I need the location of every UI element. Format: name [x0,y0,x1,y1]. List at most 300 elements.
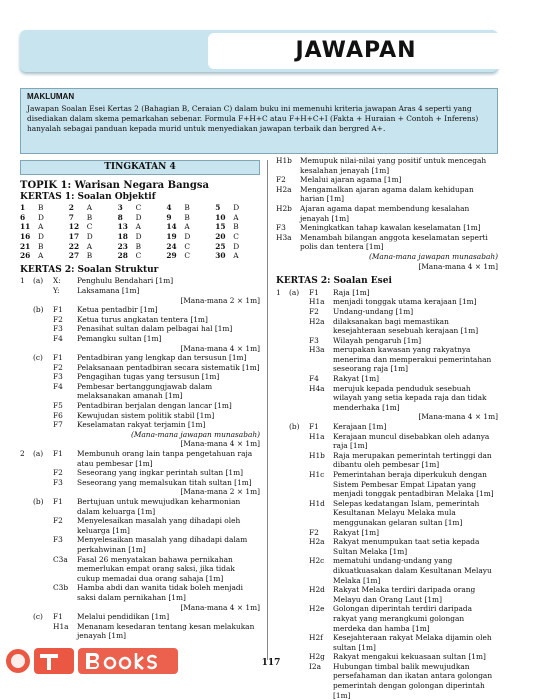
objective-answer [215,213,260,223]
answer-label [289,317,309,336]
answer-label: (a) [33,449,44,459]
answer-label [289,432,309,451]
answer-text: dilaksanakan bagi memastikan kesejahteraan sesebuah kerajaan [1m] [333,316,479,336]
answer-line [276,223,498,233]
answer-label [20,497,33,516]
answer-label: F2 [53,314,63,324]
answer-label [289,451,309,470]
answer-label [20,468,33,478]
answer-text: Kerajaan muncul disebabkan oleh adanya raja [1m] [333,431,490,451]
answer-label [276,297,289,307]
question-number: 19 [166,231,177,241]
answer-letter: A [135,222,141,232]
question-number: 23 [117,241,128,251]
answer-line [20,411,260,421]
answer-label [20,353,33,363]
answer-letter: D [86,231,93,241]
answer-label: H1b [309,450,325,460]
question-number: 13 [117,222,128,232]
question-number: 26 [20,251,31,261]
answer-label [20,286,33,296]
objective-answer [215,242,260,252]
answer-letter: D [38,231,44,241]
answer-label [33,535,53,554]
info-title: MAKLUMAN [27,92,75,101]
objective-answer [20,242,65,252]
objective-answer [118,222,163,232]
answer-letter: B [233,222,239,232]
answer-label: H2d [309,585,325,595]
paper1-heading: KERTAS 1: Soalan Objektif [20,191,156,202]
question-number: 7 [68,212,74,222]
objective-answer [166,242,211,252]
answer-label: F1 [53,497,63,506]
answer-label [33,363,53,373]
answer-label [276,432,289,451]
answer-label: F3 [53,372,63,382]
marks-note: [Mana-mana 2 × 1m] [180,295,260,305]
answer-label [20,555,33,584]
answer-text: Bertujuan untuk mewujudkan keharmonian dalam keluarga [1m] [77,497,241,516]
answer-label [33,555,53,584]
answer-label: (b) [289,422,300,432]
objective-answer [166,232,211,242]
level-bar: TINGKATAN 4 [20,160,260,175]
answer-label: F4 [53,333,63,343]
answer-label: F1 [309,287,319,297]
marks-note: (Mana-mana jawapan munasabah) [368,251,498,261]
answer-label: H1a [309,431,325,441]
marks-note: [Mana-mana 4 × 1m] [418,412,498,422]
answer-letter: C [86,222,93,232]
answer-line [20,478,260,488]
answer-text: Rakyat Melaka terdiri daripada orang Melayu dan Orang Laut [1m] [333,585,476,604]
answer-label: F5 [53,401,63,411]
answer-line [20,583,260,602]
answer-line [276,604,498,633]
answer-letter: B [38,203,44,213]
answer-label [20,420,33,430]
answer-line [276,451,498,470]
answer-line [276,384,498,413]
answer-line [276,556,498,585]
objective-answer [118,251,163,261]
answer-line [20,535,260,554]
answer-text: Memupuk nilai-nilai yang positif untuk mencegah kesalahan jenayah [1m] [300,156,487,175]
answer-text: Rakyat menumpukan taat setia kepada Sultan Melaka [1m] [333,537,480,556]
answer-label [289,336,309,346]
question-number: 16 [20,231,31,241]
answer-text: Pengagihan tugas yang tersusun [1m] [77,372,220,382]
objective-answer [166,203,211,213]
answer-label [289,528,309,538]
objective-answer [69,203,114,213]
answer-text: Ajaran agama dapat membendung kesalahan jenayah [1m] [300,203,470,223]
answer-letter: D [233,203,240,213]
answer-label: X: [53,276,61,286]
answer-text: menjadi tonggak utama kerajaan [1m] [333,297,477,307]
answer-label: H1b [276,156,292,165]
answer-label [289,604,309,633]
marks-note: (Mana-mana jawapan munasabah) [130,429,260,439]
answer-label: (a) [33,276,44,286]
objective-answer [118,232,163,242]
answer-text: Selepas kedatangan Islam, pemerintah Kesultanan Melayu Melaka mula menggunakan gelaran sultan [1m] [333,498,480,527]
info-text: Jawapan Soalan Esei Kertas 2 (Bahagian B, Ceraian C) dalam buku ini memenuhi kriteria jawapan Aras 4 seperti yang disediakan dalam skema pemarkahan sebenar. Formula F+H+C atau F+H+C+I (Fakta + Huraian + Contoh + Inferens) hanyalah sebagai panduan kepada murid untuk menyediakan jawapan terbaik dan bergred A+. [27,104,479,133]
answer-label [20,516,33,535]
marks-note: [Mana-mana 4 × 1m] [180,439,260,449]
structure-answers-cont [276,156,498,271]
answer-label: H1c [309,470,325,479]
answer-line [20,324,260,334]
answer-label [33,334,53,344]
answer-label: C3a [53,554,68,564]
answer-label: H2c [309,556,325,566]
objective-answer [118,203,163,213]
answer-label [276,336,289,346]
answer-letter: B [86,251,93,261]
answer-label [276,499,289,528]
answer-letter: C [135,203,142,213]
answer-line [20,334,260,344]
question-number: 15 [215,222,226,232]
answer-line [20,449,260,468]
answer-label [276,374,289,384]
question-number: 10 [215,212,226,222]
essay-answers [276,288,498,700]
answer-text: Kesejahteraan rakyat Melaka dijamin oleh sultan [1m] [333,633,492,652]
question-number: 24 [166,241,177,251]
question-number: 27 [68,251,80,261]
answer-label: F4 [53,381,63,391]
column-divider [267,160,268,660]
answer-label: F2 [53,362,63,372]
answer-label [289,633,309,652]
answer-label [33,315,53,325]
answer-label: (b) [33,497,44,506]
answer-label: F3 [276,223,286,233]
answer-line [276,374,498,384]
answer-label [276,470,289,499]
question-number: 5 [215,203,221,213]
answer-label: H1d [309,498,325,508]
answer-label [33,420,53,430]
answer-label [289,345,309,374]
answer-label: H2e [309,604,325,614]
header-bar [20,30,498,72]
answer-line [20,286,260,296]
answer-label: (a) [289,287,300,297]
answer-label [33,411,53,421]
answer-label [20,382,33,401]
objective-answer [215,203,260,213]
answer-text: Pelaksanaan pentadbiran secara sistematik [1m] [77,362,260,372]
answer-text: Fasal 26 menyatakan bahawa pernikahan memerlukan empat orang saksi, jika tidak cukup memadai dua orang sahaja [1m] [77,554,235,583]
answer-label [289,307,309,317]
answer-label: F2 [309,527,319,537]
answer-label: F2 [276,175,286,185]
answer-line [20,622,260,641]
structure-answers [20,276,260,641]
answer-label [20,315,33,325]
answer-letter: C [184,241,191,251]
answer-label [276,422,289,432]
answer-text: merujuk kepada penduduk sesebuah wilayah yang setia kepada raja dan tidak menderhaka [1m] [333,383,487,412]
answer-text: Undang-undang [1m] [333,306,414,316]
answer-line [20,401,260,411]
answer-label: F1 [53,612,63,622]
answer-label: (c) [33,612,43,622]
answer-label [33,286,53,296]
answer-text: merupakan kawasan yang rakyatnya menerima dan memperakui pemerintahan seseorang raja [1m] [333,345,492,374]
answer-text: Melalui ajaran agama [1m] [300,175,402,185]
answer-text: Meningkatkan tahap kawalan keselamatan [1m] [300,223,481,233]
answer-label: (c) [33,353,43,363]
answer-label [289,470,309,499]
page-number: 117 [261,658,281,668]
answer-text: Menanam kesedaran tentang kesan melakukan jenayah [1m] [77,621,255,641]
answer-label: F1 [53,305,63,315]
essay-heading: KERTAS 2: Soalan Esei [276,276,392,287]
answer-letter: B [38,241,44,251]
answer-label: F1 [309,422,319,432]
answer-line [276,297,498,307]
answer-text: Penasihat sultan dalam pelbagai hal [1m] [77,324,233,334]
answer-text: Seseorang yang memalsukan titah sultan [1m] [77,477,252,487]
answer-line [276,336,498,346]
objective-answer [215,232,260,242]
answer-line [20,382,260,401]
objective-answer [69,242,114,252]
answer-line [20,276,260,286]
question-number: 30 [215,251,226,261]
answer-text: Menambah bilangan anggota keselamatan seperti polis dan tentera [1m] [300,232,488,252]
question-number: 12 [68,222,80,232]
answer-label [33,516,53,535]
answer-label [33,468,53,478]
answer-text: Raja merupakan pemerintah tertinggi dan dibantu oleh pembesar [1m] [333,450,492,470]
answer-line [276,537,498,556]
answer-line [20,305,260,315]
answer-line [276,432,498,451]
answer-label [289,556,309,585]
answer-label: F1 [53,449,63,459]
answer-label [276,556,289,585]
answer-line [276,204,498,223]
marks-note: [Mana-mana 4 × 1m] [180,602,260,612]
objective-answer [215,251,260,261]
question-number: 29 [166,251,177,261]
answer-text: Rakyat [1m] [333,374,379,384]
answer-label [20,401,33,411]
answer-label: H1a [309,297,325,307]
answer-line [20,612,260,622]
answer-letter: C [184,251,191,261]
answer-letter: A [184,222,190,232]
question-number: 22 [68,241,80,251]
answer-label [276,384,289,413]
question-number: 4 [166,203,172,213]
answer-line [20,315,260,325]
answer-label: F2 [53,468,63,478]
answer-text: Seseorang yang ingkar perintah sultan [1m] [77,468,244,478]
answer-label [276,345,289,374]
answer-letter: B [184,203,190,213]
answer-label: H2a [309,316,325,326]
question-number: 6 [20,212,26,222]
answer-line [276,470,498,499]
objective-answer [20,213,65,223]
answer-line [20,353,260,363]
objective-answer [166,251,211,261]
objective-answer [166,222,211,232]
answer-text: Pemerintahan beraja diperkukuh dengan Sistem Pembesar Empat Lipatan yang menjadi tonggak pentadbiran Melaka [1m] [333,470,494,499]
answer-label: F6 [53,410,63,420]
answer-label: F3 [53,535,63,545]
answer-label: 1 [276,287,281,297]
answer-label [276,528,289,538]
answer-label [20,612,33,622]
answer-text: Membunuh orang lain tanpa pengetahuan raja atau pembesar [1m] [77,449,253,468]
answer-label: I2a [309,661,322,671]
answer-label: H3a [309,345,325,355]
answer-label: H2g [309,652,325,662]
answer-line [20,497,260,516]
answer-text: Ketua pentadbir [1m] [77,305,158,315]
answer-label: H2a [276,184,292,194]
answer-text: Melalui pendidikan [1m] [77,612,170,622]
answer-label [289,499,309,528]
answer-label: Y: [53,285,60,295]
answer-label [20,622,33,641]
answer-label [33,622,53,641]
answer-letter: A [38,251,44,261]
question-number: 25 [215,241,226,251]
objective-answer [118,213,163,223]
answer-letter: A [86,241,93,251]
answer-line [20,372,260,382]
answer-letter: C [233,231,239,241]
answer-label [276,633,289,652]
answer-label [33,478,53,488]
answer-label [20,363,33,373]
answer-text: Kewujudan sistem politik stabil [1m] [77,410,215,420]
answer-label [289,374,309,384]
answer-label: F3 [53,477,63,487]
answer-text: Pemangku sultan [1m] [77,333,162,343]
answer-letter: A [38,222,44,232]
marks-note: [Mana-mana 4 × 1m] [418,261,498,271]
answer-line [276,317,498,336]
answer-letter: A [86,203,93,213]
answer-label [20,535,33,554]
answer-line [276,185,498,204]
left-column [20,160,260,641]
answer-label [20,478,33,488]
answer-letter: D [135,212,142,222]
answer-letter: B [86,212,93,222]
answer-label [276,307,289,317]
answer-line [20,516,260,535]
answer-letter: D [38,212,44,222]
question-number: 28 [117,251,128,261]
objective-answer [69,251,114,261]
answer-label: H4a [309,383,325,393]
answer-line [276,345,498,374]
marks-note: [Mana-mana 2 × 1m] [180,487,260,497]
answer-label [276,585,289,604]
answer-label [289,297,309,307]
answer-text: Mengamalkan ajaran agama dalam kehidupan harian [1m] [300,184,474,204]
answer-line [276,585,498,604]
answer-text: Keselamatan rakyat terjamin [1m] [77,420,206,430]
answer-line [276,307,498,317]
answer-line [276,175,498,185]
objective-answer [20,203,65,213]
answer-label: H2b [276,203,292,213]
answer-label: F7 [53,420,63,430]
answer-label [20,411,33,421]
objective-answers [20,203,260,261]
answer-text: Pembesar bertanggungjawab dalam melaksanakan amanah [1m] [77,381,213,401]
objective-answer [20,222,65,232]
page-title: JAWAPAN [208,33,504,69]
objective-answer [166,213,211,223]
answer-letter: D [135,231,142,241]
answer-label [289,537,309,556]
answer-label: (b) [33,305,44,315]
topbooks-logo [4,644,180,680]
answer-text: Laksamana [1m] [77,285,140,295]
answer-line [20,555,260,584]
answer-label [33,324,53,334]
answer-text: Pentadbiran yang lengkap dan tersusun [1m] [77,353,247,363]
answer-text: Kerajaan [1m] [333,422,387,432]
question-number: 17 [68,231,80,241]
answer-label: H2f [309,633,323,643]
answer-label: H1a [53,621,69,631]
question-number: 8 [117,212,123,222]
answer-line [20,363,260,373]
answer-label [20,334,33,344]
answer-label: H3a [276,232,292,242]
answer-letter: D [184,231,191,241]
answer-text: Rakyat [1m] [333,527,379,537]
answer-text: Wilayah pengaruh [1m] [333,335,422,345]
right-column [276,156,498,700]
answer-label: F4 [309,374,319,384]
objective-answer [118,242,163,252]
objective-answer [69,232,114,242]
answer-text: mematuhi undang-undang yang dikuatkuasakan dalam Kesultanan Melayu Melaka [1m] [333,556,492,585]
answer-line [276,422,498,432]
answer-line [20,420,260,430]
answer-text: Hamba abdi dan wanita tidak boleh menjadi saksi dalam pernikahan [1m] [77,583,244,602]
answer-text: Penghulu Bendahari [1m] [77,276,174,286]
answer-letter: A [233,251,239,261]
answer-label [20,324,33,334]
answer-line [20,468,260,478]
answer-text: Raja [1m] [333,287,370,297]
answer-label [33,583,53,602]
answer-label [276,451,289,470]
answer-label [276,604,289,633]
answer-label: 2 [20,449,25,459]
answer-label: 1 [20,276,25,286]
question-number: 18 [117,231,128,241]
paper2-heading: KERTAS 2: Soalan Struktur [20,264,159,275]
question-number: 3 [117,203,123,213]
